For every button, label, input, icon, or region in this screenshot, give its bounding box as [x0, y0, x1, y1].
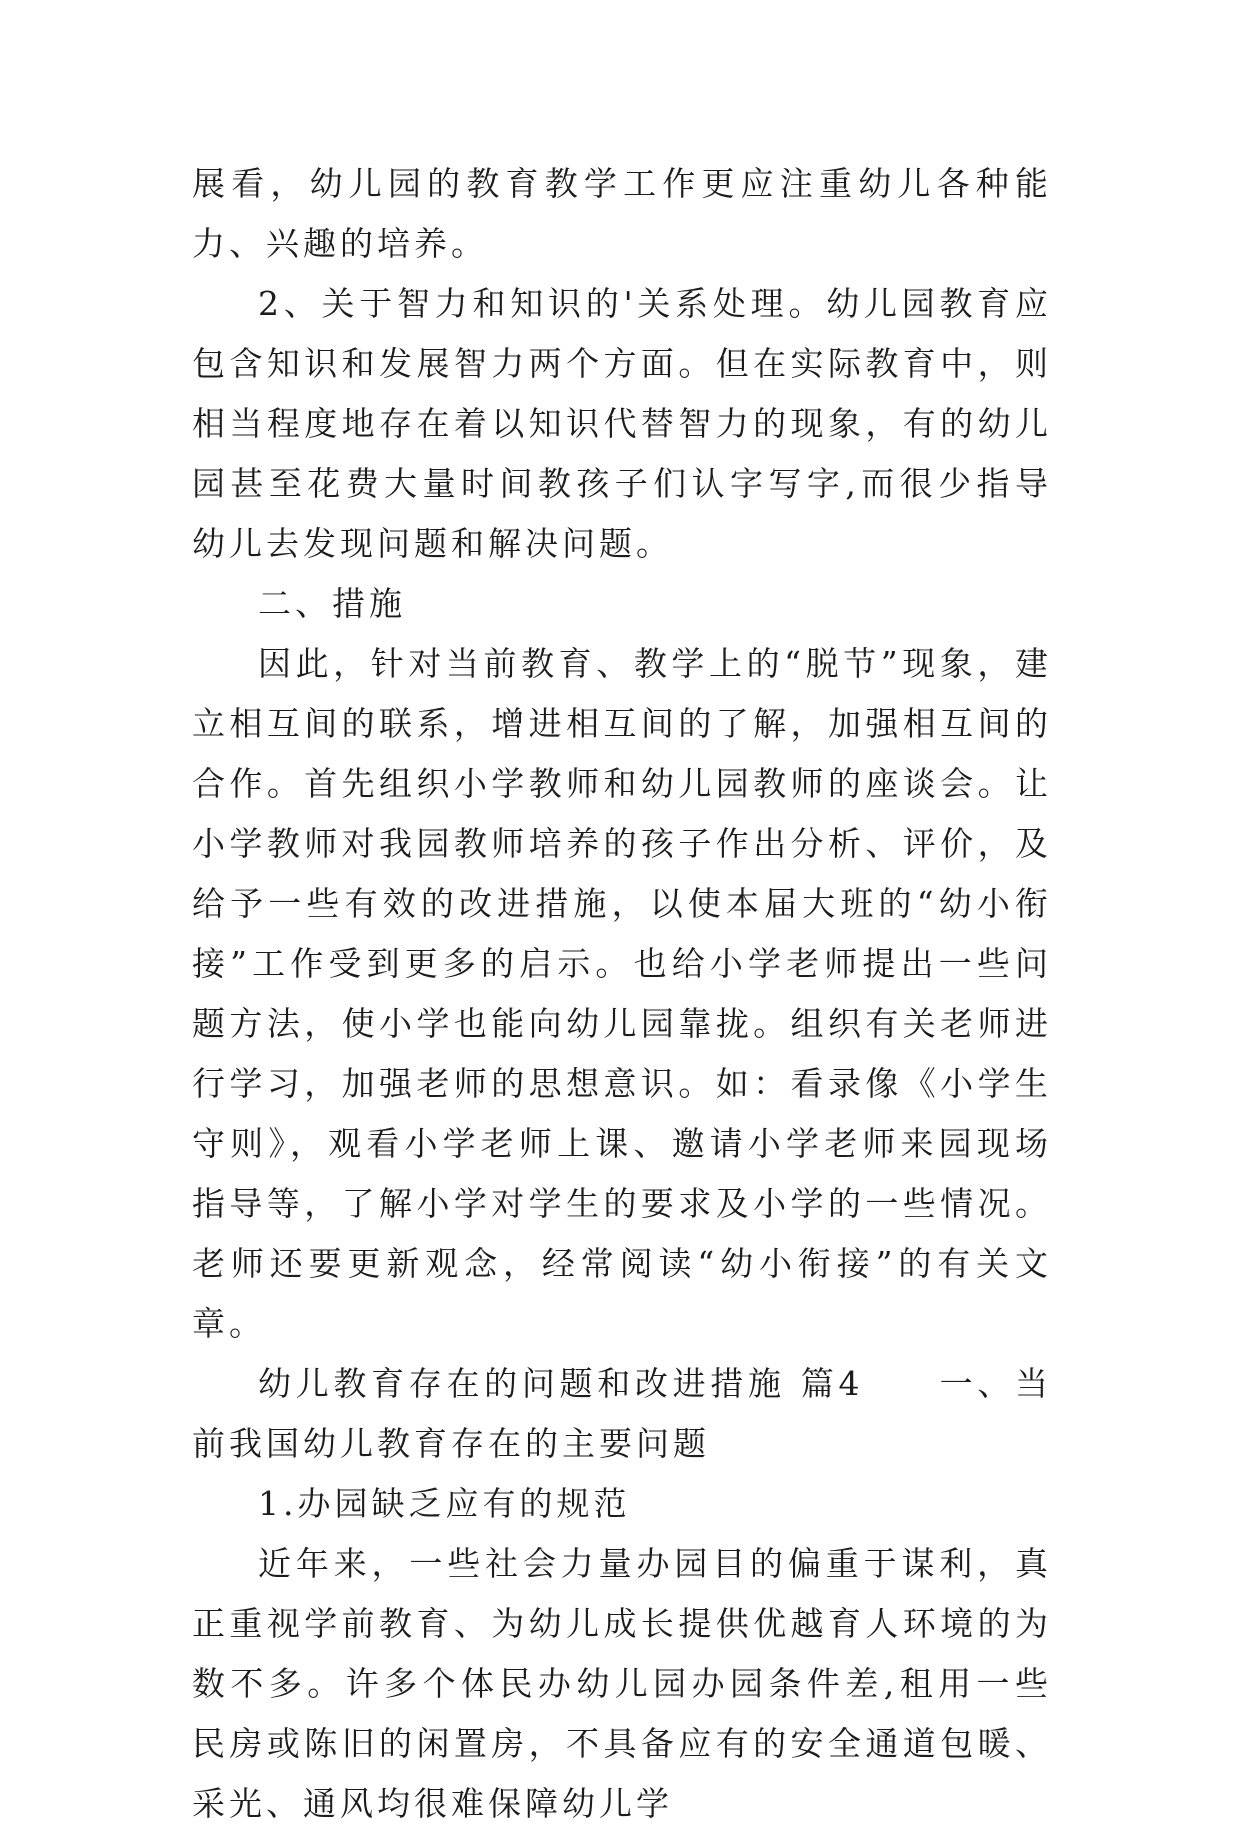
section-heading-measures: 二、措施: [258, 584, 406, 623]
paragraph-4: 近年来，一些社会力量办园目的偏重于谋利，真正重视学前教育、为幼儿成长提供优越育人环境的为数不多。许多个体民办幼儿园办园条件差,租用一些民房或陈旧的闲置房，不具备应有的安全通道包暖、采光、通风均很难保障幼儿学: [192, 1544, 1052, 1823]
paragraph-3: 因此，针对当前教育、教学上的“脱节”现象，建立相互间的联系，增进相互间的了解，加强相互间的合作。首先组织小学教师和幼儿园教师的座谈会。让小学教师对我园教师培养的孩子作出分析、评价，及给予一些有效的改进措施，以使本届大班的“幼小衔接”工作受到更多的启示。也给小学老师提出一些问题方法，使小学也能向幼儿园靠拢。组织有关老师进行学习，加强老师的思想意识。如：看录像《小学生守则》，观看小学老师上课、邀请小学老师来园现场指导等，了解小学对学生的要求及小学的一些情况。老师还要更新观念，经常阅读“幼小衔接”的有关文章。: [192, 644, 1052, 1343]
article-title-part-4: 幼儿教育存在的问题和改进措施 篇4 一、当前我国幼儿教育存在的主要问题: [192, 1364, 1052, 1463]
subheading-1: 1.办园缺乏应有的规范: [258, 1484, 631, 1523]
paragraph-2: 2、关于智力和知识的'关系处理。幼儿园教育应包含知识和发展智力两个方面。但在实际教育中，则相当程度地存在着以知识代替智力的现象，有的幼儿园甚至花费大量时间教孩子们认字写字,而很少指导幼儿去发现问题和解决问题。: [192, 284, 1052, 563]
paragraph-1: 展看，幼儿园的教育教学工作更应注重幼儿各种能力、兴趣的培养。: [192, 164, 1052, 263]
document-body: [192, 154, 1052, 1834]
